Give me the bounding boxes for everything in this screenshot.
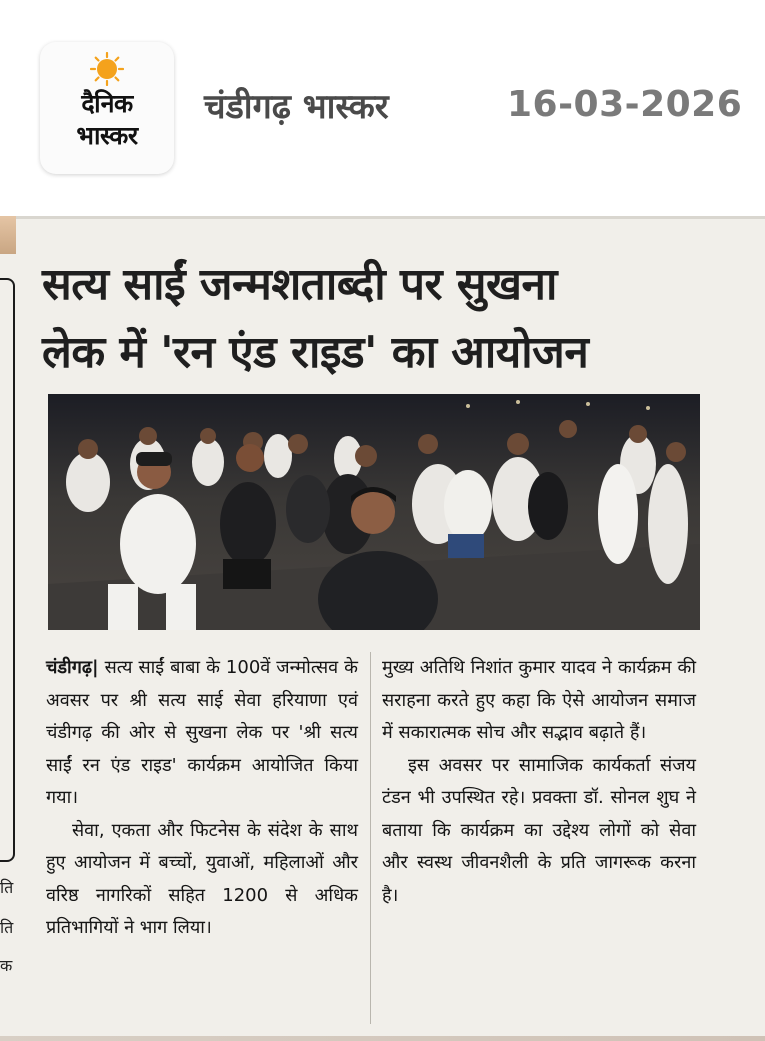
article-paragraph: मुख्य अतिथि निशांत कुमार यादव ने कार्यक्रम की सराहना करते हुए कहा कि ऐसे आयोजन समाज में सकारात्मक सोच और सद्भाव बढ़ाते हैं। (382, 657, 696, 743)
article-column-right (382, 652, 696, 912)
logo-text-line1: दैनिक (81, 89, 133, 118)
article-headline-line2: लेक में 'रन एंड राइड' का आयोजन (42, 327, 589, 378)
edition-date: 16-03-2026 (507, 84, 743, 125)
adjacent-text-fragment: ति (0, 918, 14, 937)
article-paragraph-text: सत्य साईं बाबा के 100वें जन्मोत्सव के अवसर पर श्री सत्य साई सेवा हरियाणा एवं चंडीगढ़ की ओर से सुखना लेक पर 'श्री सत्य साईं रन एंड राइड' कार्यक्रम आयोजित किया गया। (46, 657, 358, 808)
edition-title: चंडीगढ़ भास्कर (204, 87, 389, 127)
column-divider (370, 652, 371, 1024)
runners-at-sukhna-lake-photo (48, 394, 700, 630)
adjacent-column-border (0, 278, 15, 862)
article-paragraph: सेवा, एकता और फिटनेस के संदेश के साथ हुए आयोजन में बच्चों, युवाओं, महिलाओं और वरिष्ठ नागरिकों सहित 1200 से अधिक प्रतिभागियों ने भाग लिया। (46, 819, 358, 938)
article-dateline: चंडीगढ़| (46, 657, 99, 678)
logo-text-line2: भास्कर (76, 121, 138, 150)
article-paragraph: इस अवसर पर सामाजिक कार्यकर्ता संजय टंडन भी उपस्थित रहे। प्रवक्ता डॉ. सोनल शुघ ने बताया कि कार्यक्रम का उद्देश्य लोगों को सेवा और स्वस्थ जीवनशैली के प्रति जागरूक करना है। (382, 754, 696, 906)
adjacent-photo-fragment (0, 216, 16, 254)
clip-top-edge (0, 216, 765, 219)
newspaper-clipping (0, 216, 765, 1041)
header-bar (0, 0, 765, 200)
adjacent-text-fragment: ति (0, 878, 14, 897)
clip-bottom-edge (0, 1036, 765, 1041)
article-headline-line1: सत्य साईं जन्मशताब्दी पर सुखना (42, 259, 557, 310)
dainik-bhaskar-logo[interactable] (40, 42, 174, 174)
adjacent-text-fragment: क (0, 956, 13, 975)
article-column-left (46, 652, 358, 945)
article-paragraph (46, 652, 358, 815)
sun-icon (90, 52, 124, 86)
